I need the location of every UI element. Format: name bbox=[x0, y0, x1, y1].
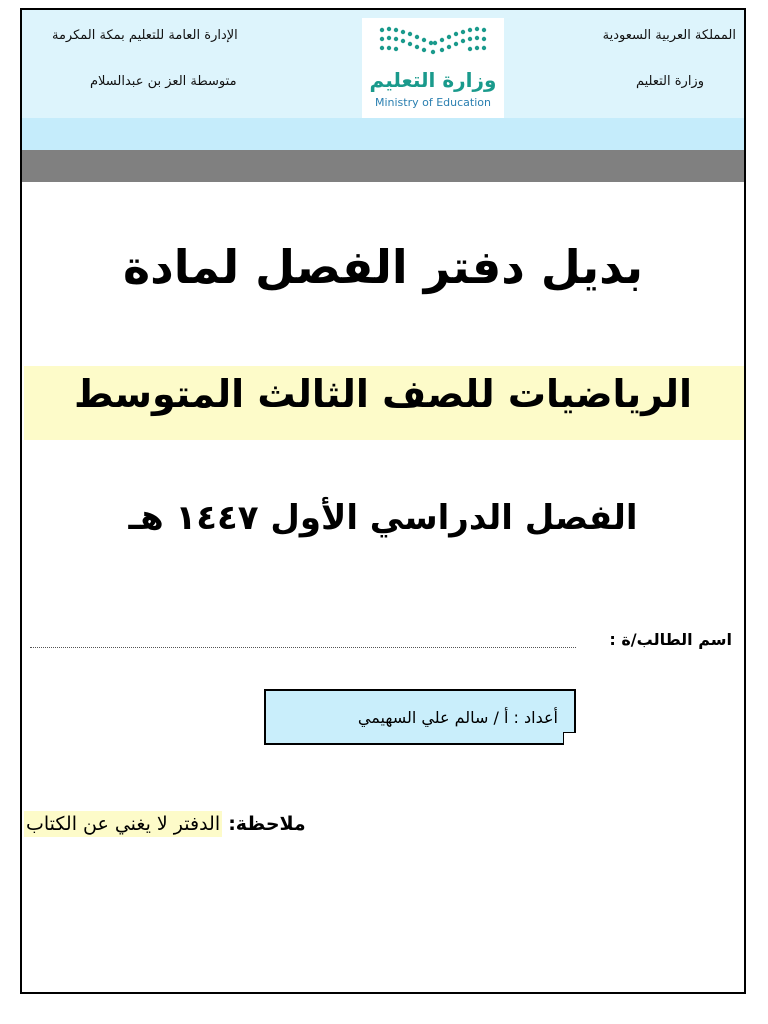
subject-title: الرياضيات للصف الثالث المتوسط bbox=[73, 372, 693, 416]
ministry-logo bbox=[362, 18, 504, 118]
country-name: المملكة العربية السعودية bbox=[602, 28, 736, 43]
header-band bbox=[22, 10, 744, 118]
gray-divider-bar bbox=[22, 150, 744, 182]
folded-corner bbox=[563, 732, 576, 745]
prepared-by-text: أعداد : أ / سالم علي السهيمي bbox=[357, 708, 558, 727]
logo-arabic-text: وزارة التعليم bbox=[369, 68, 497, 92]
main-title: بديل دفتر الفصل لمادة bbox=[122, 240, 643, 294]
ministry-logo-icon bbox=[362, 18, 504, 68]
ministry-name: وزارة التعليم bbox=[635, 74, 704, 89]
header-strip bbox=[22, 118, 744, 150]
logo-english-text: Ministry of Education bbox=[374, 96, 491, 109]
student-name-line[interactable] bbox=[30, 647, 576, 648]
student-name-label: اسم الطالب/ة : bbox=[609, 630, 732, 649]
semester-title: الفصل الدراسي الأول ١٤٤٧ هـ bbox=[128, 498, 638, 538]
note-line bbox=[24, 813, 306, 835]
note-text: الدفتر لا يغني عن الكتاب bbox=[26, 813, 221, 835]
document-page bbox=[20, 8, 746, 994]
prepared-by-box bbox=[264, 689, 576, 745]
directorate-name: الإدارة العامة للتعليم بمكة المكرمة bbox=[52, 28, 238, 43]
note-label: ملاحظة: bbox=[228, 813, 306, 835]
school-name: متوسطة العز بن عبدالسلام bbox=[90, 74, 237, 89]
